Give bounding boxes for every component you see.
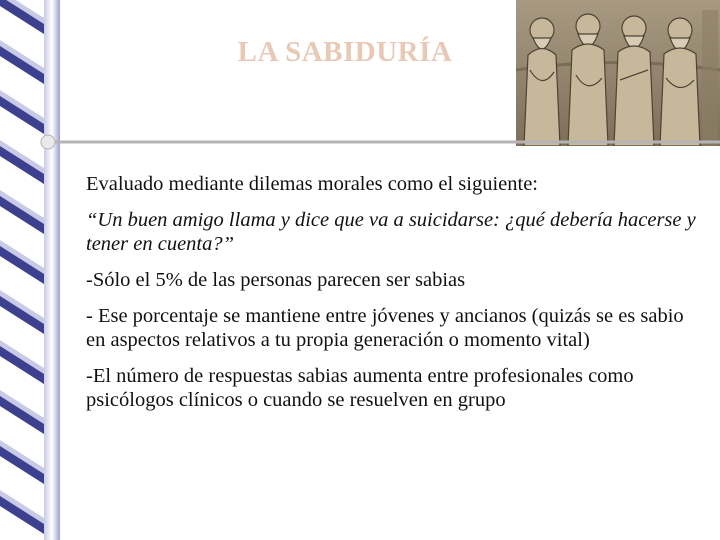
binder-decoration xyxy=(0,0,80,540)
title-divider xyxy=(38,132,720,152)
paragraph-intro: Evaluado mediante dilemas morales como el siguiente: xyxy=(86,173,539,195)
paragraph-professionals: -El número de respuestas sabias aumenta entre profesionales como psicólogos clínicos o cuando se resuelven en grupo xyxy=(86,365,634,411)
saints-relief-artwork-icon xyxy=(516,0,720,146)
paragraph-age-note: - Ese porcentaje se mantiene entre jóvenes y ancianos (quizás se es sabio en aspectos relativos a tu propia generación o momento vital) xyxy=(86,305,684,351)
paragraph-dilemma-quote: “Un buen amigo llama y dice que va a suicidarse: ¿qué debería hacerse y tener en cuenta?” xyxy=(86,209,696,255)
paragraph-wise-percentage: -Sólo el 5% de las personas parecen ser sabias xyxy=(86,269,466,291)
slide-body xyxy=(86,172,708,424)
slide-title: LA SABIDURÍA xyxy=(237,36,453,68)
binder-spine xyxy=(44,0,60,540)
binder-chevrons xyxy=(0,0,44,534)
